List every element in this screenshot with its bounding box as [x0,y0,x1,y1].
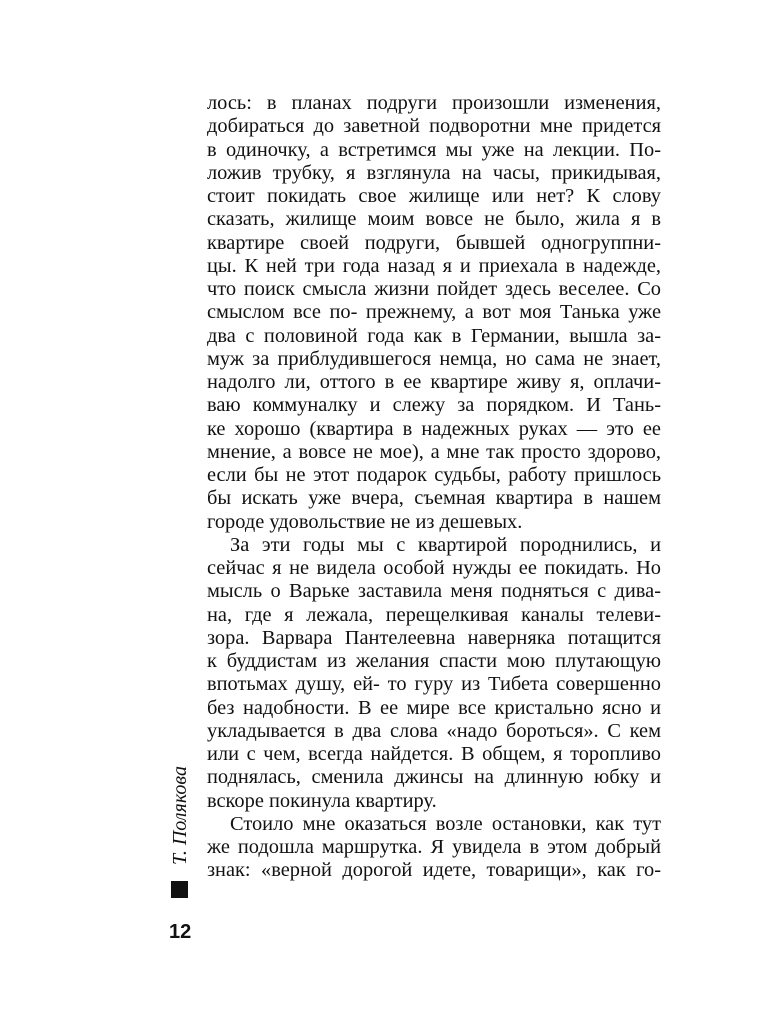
body-text [207,92,661,883]
text-line: впотьмах душу, ей- то гуру из Тибета совершенно [207,673,661,696]
text-line: без надобности. В ее мире все кристально ясно и [207,696,661,719]
text-line: поднялась, сменила джинсы на длинную юбку и [207,766,661,789]
text-line: в одиночку, а встретимся мы уже на лекции. По- [207,138,661,161]
text-line: За эти годы мы с квартирой породнились, и [230,533,661,556]
text-line: что поиск смысла жизни пойдет здесь веселее. Со [207,278,661,300]
text-line: ваю коммуналку и слежу за порядком. И Тань- [207,394,661,417]
text-line: надолго ли, оттого в ее квартире живу я, оплачи- [207,371,661,393]
text-line: добираться до заветной подворотни мне придется [207,115,661,138]
text-line: же подошла маршрутка. Я увидела в этом добрый [207,836,661,858]
square-mark [171,881,188,898]
text-line: знак: «верной дорогой идете, товарищи», как го- [207,859,661,882]
text-line: стоит покидать свое жилище или нет? К слову [207,185,661,207]
text-line: если бы не этот подарок судьбы, работу пришлось [207,464,661,486]
running-head [169,765,191,865]
author-name: Т. Полякова [169,766,191,865]
text-line: лось: в планах подруги произошли изменения, [207,92,661,114]
text-line: цы. К ней три года назад я и приехала в надежде, [207,254,661,277]
text-line: сказать, жилище моим вовсе не было, жила я в [207,208,661,231]
text-line: мнение, а вовсе не мое), а мне так просто здорово, [207,440,661,463]
text-line: сейчас я не видела особой нужды ее покидать. Но [207,557,661,579]
text-line: мысль о Варьке заставила меня подняться с дива- [207,580,661,603]
text-line: два с половиной года как в Германии, вышла за- [207,324,661,347]
text-line: городе удовольствие не из дешевых. [207,510,523,533]
text-line: муж за приблудившегося немца, но сама не знает, [207,347,661,370]
text-line: Стоило мне оказаться возле остановки, как тут [230,812,661,835]
text-line: ке хорошо (квартира в надежных руках — это ее [207,417,661,440]
text-line: зора. Варвара Пантелеевна наверняка потащится [207,626,661,649]
text-line: укладывается в два слова «надо бороться». С кем [207,719,661,742]
text-line: смыслом все по- прежнему, а вот моя Танька уже [207,301,661,324]
text-line: бы искать уже вчера, съемная квартира в нашем [207,487,661,510]
text-line: вскоре покинула квартиру. [207,789,437,812]
text-line: к буддистам из желания спасти мою плутающую [207,650,661,672]
text-line: ложив трубку, я взглянула на часы, прикидывая, [207,161,661,184]
text-line: или с чем, всегда найдется. В общем, я торопливо [207,743,661,765]
page-number: 12 [169,921,192,943]
text-line: квартире своей подруги, бывшей одногруппни- [207,231,661,254]
text-line: на, где я лежала, перещелкивая каналы телеви- [207,603,661,626]
